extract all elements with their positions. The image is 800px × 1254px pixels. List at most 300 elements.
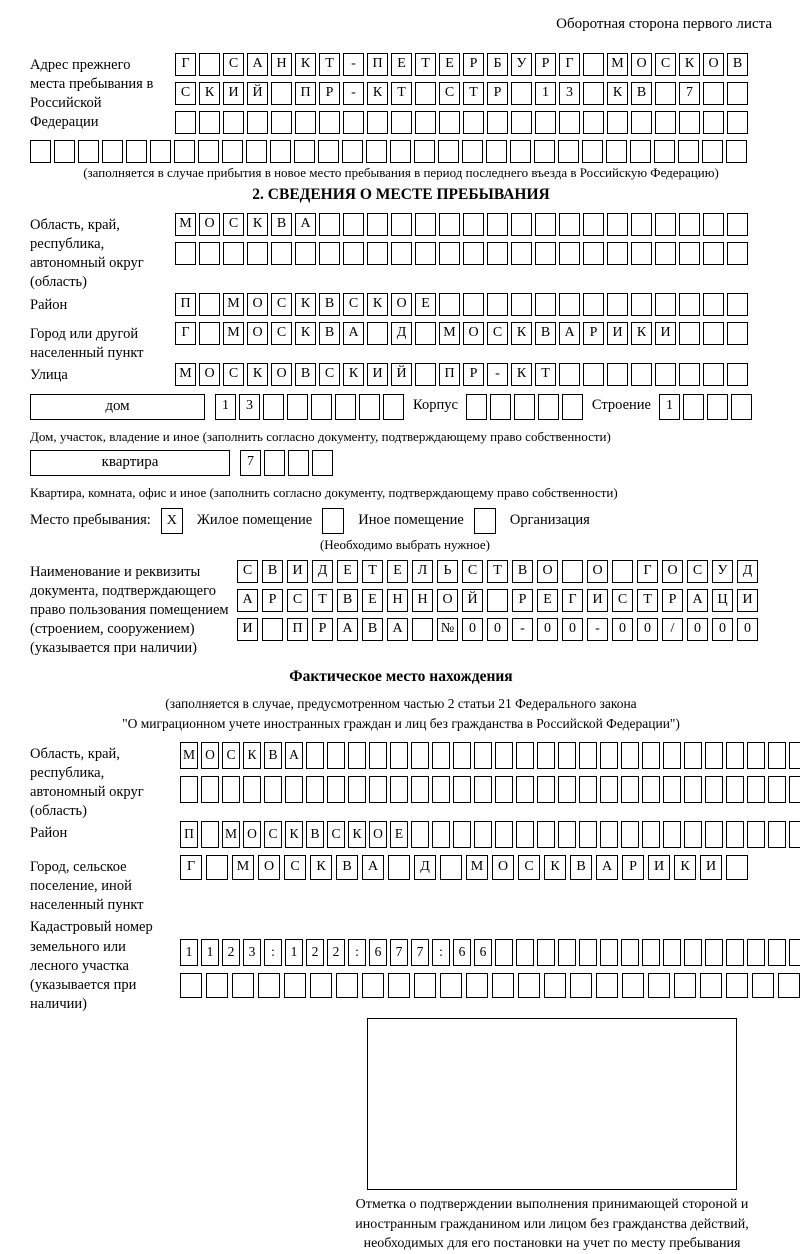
char-cell[interactable]: Л [412, 560, 433, 583]
char-cell[interactable]: С [462, 560, 483, 583]
char-cell[interactable]: К [199, 82, 220, 105]
char-cell[interactable] [631, 111, 652, 134]
char-cell[interactable] [747, 776, 765, 803]
char-cell[interactable] [562, 394, 583, 420]
char-cell[interactable]: Р [319, 82, 340, 105]
char-cell[interactable]: О [437, 589, 458, 612]
char-cell[interactable] [415, 82, 436, 105]
char-cell[interactable]: Й [247, 82, 268, 105]
char-cell[interactable] [391, 213, 412, 236]
char-cell[interactable]: Р [512, 589, 533, 612]
char-cell[interactable]: М [607, 53, 628, 76]
char-cell[interactable] [703, 242, 724, 265]
char-cell[interactable] [432, 742, 450, 769]
char-cell[interactable] [703, 322, 724, 345]
char-cell[interactable]: А [687, 589, 708, 612]
char-cell[interactable]: Т [312, 589, 333, 612]
char-cell[interactable] [535, 111, 556, 134]
char-cell[interactable] [102, 140, 123, 163]
char-cell[interactable]: К [247, 363, 268, 386]
char-cell[interactable] [463, 213, 484, 236]
char-cell[interactable]: К [247, 213, 268, 236]
char-cell[interactable] [388, 973, 410, 998]
char-cell[interactable] [679, 111, 700, 134]
char-cell[interactable] [440, 855, 462, 880]
char-cell[interactable]: В [264, 742, 282, 769]
char-cell[interactable]: В [570, 855, 592, 880]
char-cell[interactable]: К [607, 82, 628, 105]
char-cell[interactable]: А [559, 322, 580, 345]
char-cell[interactable] [414, 973, 436, 998]
char-cell[interactable] [510, 140, 531, 163]
char-cell[interactable] [703, 293, 724, 316]
char-cell[interactable] [621, 742, 639, 769]
char-cell[interactable] [663, 821, 681, 848]
char-cell[interactable]: С [439, 82, 460, 105]
char-cell[interactable] [631, 213, 652, 236]
char-cell[interactable] [752, 973, 774, 998]
char-cell[interactable] [311, 394, 332, 420]
char-cell[interactable]: П [175, 293, 196, 316]
char-cell[interactable]: К [243, 742, 261, 769]
char-cell[interactable]: О [391, 293, 412, 316]
char-cell[interactable]: 2 [222, 939, 240, 966]
char-cell[interactable] [453, 821, 471, 848]
char-cell[interactable] [768, 742, 786, 769]
char-cell[interactable]: 2 [327, 939, 345, 966]
char-cell[interactable] [359, 394, 380, 420]
char-cell[interactable] [726, 742, 744, 769]
char-cell[interactable] [600, 776, 618, 803]
char-cell[interactable] [390, 742, 408, 769]
char-cell[interactable]: С [223, 363, 244, 386]
char-cell[interactable] [362, 973, 384, 998]
char-cell[interactable]: А [362, 855, 384, 880]
char-cell[interactable] [538, 394, 559, 420]
char-cell[interactable] [582, 140, 603, 163]
char-cell[interactable] [678, 140, 699, 163]
char-cell[interactable] [535, 242, 556, 265]
char-cell[interactable] [367, 213, 388, 236]
char-cell[interactable] [348, 742, 366, 769]
char-cell[interactable] [607, 293, 628, 316]
char-cell[interactable] [642, 939, 660, 966]
char-cell[interactable]: Й [391, 363, 412, 386]
char-cell[interactable]: Т [319, 53, 340, 76]
char-cell[interactable]: А [295, 213, 316, 236]
char-cell[interactable] [511, 111, 532, 134]
char-cell[interactable]: И [223, 82, 244, 105]
char-cell[interactable]: В [262, 560, 283, 583]
char-cell[interactable] [201, 776, 219, 803]
char-cell[interactable] [559, 363, 580, 386]
char-cell[interactable]: В [319, 293, 340, 316]
char-cell[interactable]: С [223, 53, 244, 76]
char-cell[interactable] [537, 939, 555, 966]
char-cell[interactable] [683, 394, 704, 420]
char-cell[interactable]: В [512, 560, 533, 583]
char-cell[interactable]: С [655, 53, 676, 76]
char-cell[interactable] [383, 394, 404, 420]
char-cell[interactable] [327, 776, 345, 803]
char-cell[interactable] [474, 821, 492, 848]
char-cell[interactable] [223, 242, 244, 265]
char-cell[interactable]: Г [175, 322, 196, 345]
char-cell[interactable]: О [492, 855, 514, 880]
char-cell[interactable]: К [511, 363, 532, 386]
char-cell[interactable]: С [271, 293, 292, 316]
char-cell[interactable] [390, 776, 408, 803]
char-cell[interactable]: Р [463, 363, 484, 386]
char-cell[interactable] [319, 111, 340, 134]
char-cell[interactable] [606, 140, 627, 163]
char-cell[interactable] [319, 213, 340, 236]
char-cell[interactable]: К [544, 855, 566, 880]
char-cell[interactable] [516, 939, 534, 966]
char-cell[interactable] [607, 363, 628, 386]
char-cell[interactable]: М [222, 821, 240, 848]
char-cell[interactable] [583, 53, 604, 76]
char-cell[interactable] [174, 140, 195, 163]
char-cell[interactable] [243, 776, 261, 803]
char-cell[interactable] [655, 213, 676, 236]
apartment-box[interactable]: квартира [30, 450, 230, 476]
char-cell[interactable] [631, 363, 652, 386]
char-cell[interactable] [607, 242, 628, 265]
char-cell[interactable] [495, 742, 513, 769]
char-cell[interactable] [684, 939, 702, 966]
char-cell[interactable] [703, 82, 724, 105]
char-cell[interactable]: 2 [306, 939, 324, 966]
char-cell[interactable] [287, 394, 308, 420]
char-cell[interactable]: С [687, 560, 708, 583]
char-cell[interactable]: Д [391, 322, 412, 345]
char-cell[interactable] [535, 213, 556, 236]
char-cell[interactable] [727, 242, 748, 265]
char-cell[interactable] [544, 973, 566, 998]
char-cell[interactable] [487, 111, 508, 134]
char-cell[interactable]: Г [559, 53, 580, 76]
char-cell[interactable]: В [306, 821, 324, 848]
char-cell[interactable] [607, 111, 628, 134]
char-cell[interactable]: 3 [239, 394, 260, 420]
char-cell[interactable] [642, 776, 660, 803]
char-cell[interactable] [535, 293, 556, 316]
house-box[interactable]: дом [30, 394, 205, 420]
char-cell[interactable] [495, 776, 513, 803]
char-cell[interactable]: К [679, 53, 700, 76]
char-cell[interactable] [583, 363, 604, 386]
char-cell[interactable] [369, 776, 387, 803]
char-cell[interactable] [583, 293, 604, 316]
char-cell[interactable]: В [535, 322, 556, 345]
char-cell[interactable]: О [271, 363, 292, 386]
char-cell[interactable] [246, 140, 267, 163]
char-cell[interactable] [466, 394, 487, 420]
char-cell[interactable]: Т [391, 82, 412, 105]
char-cell[interactable]: А [285, 742, 303, 769]
char-cell[interactable] [271, 111, 292, 134]
char-cell[interactable] [78, 140, 99, 163]
char-cell[interactable]: Ц [712, 589, 733, 612]
char-cell[interactable] [206, 973, 228, 998]
char-cell[interactable] [474, 776, 492, 803]
char-cell[interactable] [490, 394, 511, 420]
char-cell[interactable] [319, 242, 340, 265]
char-cell[interactable]: К [295, 53, 316, 76]
char-cell[interactable] [415, 111, 436, 134]
char-cell[interactable] [511, 242, 532, 265]
char-cell[interactable] [726, 939, 744, 966]
char-cell[interactable]: О [537, 560, 558, 583]
char-cell[interactable] [516, 742, 534, 769]
char-cell[interactable] [264, 450, 285, 476]
char-cell[interactable] [367, 242, 388, 265]
char-cell[interactable] [534, 140, 555, 163]
char-cell[interactable] [474, 742, 492, 769]
char-cell[interactable] [222, 140, 243, 163]
char-cell[interactable]: В [271, 213, 292, 236]
char-cell[interactable]: К [367, 82, 388, 105]
char-cell[interactable]: 1 [180, 939, 198, 966]
char-cell[interactable] [612, 560, 633, 583]
char-cell[interactable] [726, 776, 744, 803]
char-cell[interactable] [731, 394, 752, 420]
char-cell[interactable]: Е [537, 589, 558, 612]
char-cell[interactable] [600, 821, 618, 848]
char-cell[interactable]: Р [487, 82, 508, 105]
char-cell[interactable]: П [295, 82, 316, 105]
char-cell[interactable]: К [348, 821, 366, 848]
char-cell[interactable] [285, 776, 303, 803]
char-cell[interactable]: Р [262, 589, 283, 612]
char-cell[interactable] [348, 776, 366, 803]
char-cell[interactable] [537, 821, 555, 848]
char-cell[interactable] [453, 742, 471, 769]
char-cell[interactable] [747, 821, 765, 848]
char-cell[interactable]: Р [312, 618, 333, 641]
char-cell[interactable]: П [367, 53, 388, 76]
char-cell[interactable] [654, 140, 675, 163]
char-cell[interactable]: И [367, 363, 388, 386]
char-cell[interactable] [558, 742, 576, 769]
char-cell[interactable] [295, 242, 316, 265]
char-cell[interactable]: 0 [462, 618, 483, 641]
char-cell[interactable]: / [662, 618, 683, 641]
char-cell[interactable] [600, 939, 618, 966]
char-cell[interactable]: Н [271, 53, 292, 76]
char-cell[interactable] [390, 140, 411, 163]
char-cell[interactable] [583, 242, 604, 265]
stay-type-checkbox-other[interactable] [322, 508, 344, 534]
char-cell[interactable] [247, 242, 268, 265]
char-cell[interactable] [415, 363, 436, 386]
char-cell[interactable] [558, 776, 576, 803]
char-cell[interactable] [439, 293, 460, 316]
char-cell[interactable] [621, 939, 639, 966]
char-cell[interactable]: Е [387, 560, 408, 583]
char-cell[interactable] [54, 140, 75, 163]
char-cell[interactable] [655, 111, 676, 134]
char-cell[interactable] [516, 821, 534, 848]
char-cell[interactable]: Г [637, 560, 658, 583]
char-cell[interactable] [466, 973, 488, 998]
char-cell[interactable] [559, 213, 580, 236]
char-cell[interactable] [126, 140, 147, 163]
char-cell[interactable]: С [319, 363, 340, 386]
char-cell[interactable] [388, 855, 410, 880]
char-cell[interactable]: М [175, 213, 196, 236]
char-cell[interactable] [310, 973, 332, 998]
char-cell[interactable] [727, 363, 748, 386]
char-cell[interactable] [367, 322, 388, 345]
char-cell[interactable] [439, 242, 460, 265]
char-cell[interactable]: С [284, 855, 306, 880]
char-cell[interactable]: 0 [537, 618, 558, 641]
char-cell[interactable]: В [295, 363, 316, 386]
char-cell[interactable] [199, 53, 220, 76]
char-cell[interactable]: В [337, 589, 358, 612]
char-cell[interactable] [570, 973, 592, 998]
char-cell[interactable]: А [247, 53, 268, 76]
char-cell[interactable]: О [247, 293, 268, 316]
char-cell[interactable] [495, 939, 513, 966]
char-cell[interactable]: О [201, 742, 219, 769]
char-cell[interactable]: С [518, 855, 540, 880]
char-cell[interactable] [487, 293, 508, 316]
char-cell[interactable]: У [511, 53, 532, 76]
char-cell[interactable]: 0 [562, 618, 583, 641]
char-cell[interactable]: И [607, 322, 628, 345]
char-cell[interactable]: С [222, 742, 240, 769]
char-cell[interactable] [463, 242, 484, 265]
char-cell[interactable]: И [648, 855, 670, 880]
char-cell[interactable] [264, 776, 282, 803]
char-cell[interactable]: 0 [687, 618, 708, 641]
char-cell[interactable]: Р [535, 53, 556, 76]
char-cell[interactable] [414, 140, 435, 163]
char-cell[interactable] [391, 111, 412, 134]
char-cell[interactable] [412, 618, 433, 641]
char-cell[interactable]: Т [487, 560, 508, 583]
char-cell[interactable] [511, 82, 532, 105]
char-cell[interactable]: И [237, 618, 258, 641]
char-cell[interactable]: И [700, 855, 722, 880]
char-cell[interactable] [343, 111, 364, 134]
char-cell[interactable]: К [295, 293, 316, 316]
char-cell[interactable]: 3 [243, 939, 261, 966]
char-cell[interactable] [655, 82, 676, 105]
char-cell[interactable] [487, 213, 508, 236]
char-cell[interactable] [727, 111, 748, 134]
stay-type-checkbox-residential[interactable]: X [161, 508, 183, 534]
char-cell[interactable]: О [587, 560, 608, 583]
char-cell[interactable]: В [631, 82, 652, 105]
char-cell[interactable]: Д [737, 560, 758, 583]
char-cell[interactable] [439, 213, 460, 236]
char-cell[interactable] [747, 742, 765, 769]
char-cell[interactable]: № [437, 618, 458, 641]
char-cell[interactable]: 1 [659, 394, 680, 420]
char-cell[interactable] [789, 821, 800, 848]
char-cell[interactable]: М [439, 322, 460, 345]
char-cell[interactable]: Й [462, 589, 483, 612]
char-cell[interactable]: Н [387, 589, 408, 612]
char-cell[interactable] [327, 742, 345, 769]
char-cell[interactable] [679, 293, 700, 316]
char-cell[interactable]: К [511, 322, 532, 345]
char-cell[interactable] [180, 973, 202, 998]
char-cell[interactable] [579, 776, 597, 803]
char-cell[interactable]: К [367, 293, 388, 316]
char-cell[interactable] [463, 293, 484, 316]
char-cell[interactable] [562, 560, 583, 583]
char-cell[interactable] [415, 322, 436, 345]
char-cell[interactable] [648, 973, 670, 998]
char-cell[interactable] [199, 111, 220, 134]
char-cell[interactable] [684, 821, 702, 848]
char-cell[interactable] [30, 140, 51, 163]
char-cell[interactable] [621, 821, 639, 848]
char-cell[interactable] [726, 855, 748, 880]
char-cell[interactable]: С [271, 322, 292, 345]
char-cell[interactable]: Д [414, 855, 436, 880]
char-cell[interactable]: В [319, 322, 340, 345]
char-cell[interactable]: М [180, 742, 198, 769]
char-cell[interactable]: 0 [737, 618, 758, 641]
char-cell[interactable]: 7 [240, 450, 261, 476]
char-cell[interactable]: И [737, 589, 758, 612]
char-cell[interactable]: К [631, 322, 652, 345]
char-cell[interactable] [600, 742, 618, 769]
char-cell[interactable]: С [287, 589, 308, 612]
char-cell[interactable] [439, 111, 460, 134]
char-cell[interactable] [175, 242, 196, 265]
char-cell[interactable] [440, 973, 462, 998]
char-cell[interactable]: - [512, 618, 533, 641]
char-cell[interactable] [206, 855, 228, 880]
char-cell[interactable]: Р [583, 322, 604, 345]
char-cell[interactable]: : [348, 939, 366, 966]
char-cell[interactable] [679, 213, 700, 236]
char-cell[interactable]: С [612, 589, 633, 612]
char-cell[interactable] [232, 973, 254, 998]
char-cell[interactable]: 7 [411, 939, 429, 966]
char-cell[interactable]: Р [622, 855, 644, 880]
char-cell[interactable]: С [237, 560, 258, 583]
char-cell[interactable] [705, 939, 723, 966]
char-cell[interactable]: К [343, 363, 364, 386]
char-cell[interactable]: О [369, 821, 387, 848]
char-cell[interactable]: 1 [201, 939, 219, 966]
char-cell[interactable] [318, 140, 339, 163]
char-cell[interactable] [707, 394, 728, 420]
char-cell[interactable] [258, 973, 280, 998]
char-cell[interactable] [223, 111, 244, 134]
char-cell[interactable]: В [727, 53, 748, 76]
char-cell[interactable]: С [327, 821, 345, 848]
char-cell[interactable] [726, 821, 744, 848]
char-cell[interactable]: У [712, 560, 733, 583]
char-cell[interactable] [607, 213, 628, 236]
char-cell[interactable] [295, 111, 316, 134]
char-cell[interactable] [262, 618, 283, 641]
char-cell[interactable] [284, 973, 306, 998]
char-cell[interactable] [583, 111, 604, 134]
char-cell[interactable] [684, 742, 702, 769]
char-cell[interactable] [511, 213, 532, 236]
char-cell[interactable]: Т [463, 82, 484, 105]
